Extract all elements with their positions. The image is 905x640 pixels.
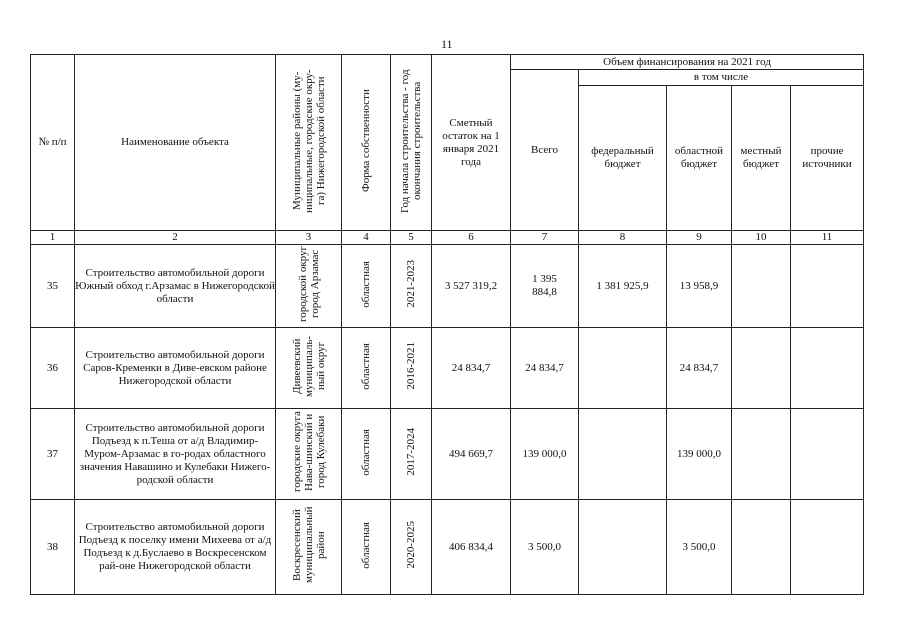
row-other	[791, 500, 864, 595]
row-ownership	[342, 409, 391, 500]
header-row-1	[31, 55, 864, 70]
header-other: прочие источники	[791, 86, 864, 231]
row-total: 1 395 884,8	[511, 245, 579, 328]
column-number: 11	[791, 231, 864, 245]
row-local	[732, 409, 791, 500]
row-estimate: 494 669,7	[432, 409, 511, 500]
row-years-text: 2016-2021	[405, 342, 417, 390]
row-municipality	[276, 500, 342, 595]
header-including: в том числе	[579, 70, 864, 86]
column-number: 4	[342, 231, 391, 245]
row-no: 36	[31, 328, 75, 409]
column-number: 9	[667, 231, 732, 245]
column-number: 3	[276, 231, 342, 245]
row-ownership	[342, 245, 391, 328]
column-number: 10	[732, 231, 791, 245]
row-years-text: 2017-2024	[405, 428, 417, 476]
row-total: 139 000,0	[511, 409, 579, 500]
row-ownership-text: областная	[360, 521, 372, 569]
column-number: 1	[31, 231, 75, 245]
row-local	[732, 245, 791, 328]
row-municipality-text: городские округа Нава-шинский и город Кулебаки	[290, 411, 327, 493]
row-local	[732, 328, 791, 409]
header-years	[391, 55, 432, 231]
row-other	[791, 245, 864, 328]
column-number: 6	[432, 231, 511, 245]
column-numbers-row	[31, 231, 864, 245]
header-name: Наименование объекта	[75, 55, 276, 231]
row-ownership	[342, 500, 391, 595]
row-total: 24 834,7	[511, 328, 579, 409]
row-years-text: 2021-2023	[405, 260, 417, 308]
row-federal	[579, 409, 667, 500]
row-federal	[579, 328, 667, 409]
row-regional: 139 000,0	[667, 409, 732, 500]
row-federal	[579, 500, 667, 595]
column-number: 7	[511, 231, 579, 245]
row-years	[391, 328, 432, 409]
row-years	[391, 245, 432, 328]
row-ownership-text: областная	[360, 428, 372, 476]
table-row	[31, 328, 864, 409]
row-estimate: 24 834,7	[432, 328, 511, 409]
row-ownership-text: областная	[360, 260, 372, 308]
row-name: Строительство автомобильной дороги Саров-Кременки в Диве-евском районе Нижегородской области	[75, 328, 276, 409]
header-local: местный бюджет	[732, 86, 791, 231]
row-no: 37	[31, 409, 75, 500]
row-other	[791, 409, 864, 500]
header-financing: Объем финансирования на 2021 год	[511, 55, 864, 70]
row-no: 35	[31, 245, 75, 328]
row-ownership-text: областная	[360, 342, 372, 390]
row-estimate: 406 834,4	[432, 500, 511, 595]
row-estimate: 3 527 319,2	[432, 245, 511, 328]
header-estimate: Сметный остаток на 1 января 2021 года	[432, 55, 511, 231]
row-local	[732, 500, 791, 595]
row-no: 38	[31, 500, 75, 595]
header-municipality-text: Муниципальные районы (му-ниципальные, городские окру-га) Нижегородской области	[290, 68, 327, 213]
row-ownership	[342, 328, 391, 409]
column-number: 8	[579, 231, 667, 245]
row-total: 3 500,0	[511, 500, 579, 595]
page-number: 11	[441, 37, 453, 51]
row-regional: 13 958,9	[667, 245, 732, 328]
row-municipality-text: городской округ город Арзамас	[296, 245, 321, 323]
table-row	[31, 500, 864, 595]
row-federal: 1 381 925,9	[579, 245, 667, 328]
header-regional: областной бюджет	[667, 86, 732, 231]
row-name: Строительство автомобильной дороги Подъезд к поселку имени Михеева от а/д Подъезд к д.Буслаево в Воскресенском рай-оне Нижегородской области	[75, 500, 276, 595]
row-municipality	[276, 245, 342, 328]
column-number: 2	[75, 231, 276, 245]
row-regional: 3 500,0	[667, 500, 732, 595]
row-municipality-text: Дивеевский муниципаль-ный округ	[290, 335, 327, 397]
row-years-text: 2020-2025	[405, 521, 417, 569]
row-municipality-text: Воскресенский муниципальный район	[290, 506, 327, 584]
header-total: Всего	[511, 70, 579, 231]
row-other	[791, 328, 864, 409]
table-row	[31, 245, 864, 328]
header-years-text: Год начала строительства - год окончания строительства	[399, 68, 423, 213]
row-municipality	[276, 409, 342, 500]
row-name: Строительство автомобильной дороги Подъезд к п.Теша от а/д Владимир-Муром-Арзамас в го-родах областного значения Навашино и Кулебаки Нижего-родской области	[75, 409, 276, 500]
row-name: Строительство автомобильной дороги Южный обход г.Арзамас в Нижегородской области	[75, 245, 276, 328]
financing-table	[30, 54, 864, 595]
column-number: 5	[391, 231, 432, 245]
header-federal: федеральный бюджет	[579, 86, 667, 231]
header-ownership	[342, 55, 391, 231]
header-no: № п/п	[31, 55, 75, 231]
row-municipality	[276, 328, 342, 409]
row-regional: 24 834,7	[667, 328, 732, 409]
table-row	[31, 409, 864, 500]
row-years	[391, 409, 432, 500]
header-ownership-text: Форма собственности	[360, 89, 372, 192]
row-years	[391, 500, 432, 595]
header-municipality	[276, 55, 342, 231]
